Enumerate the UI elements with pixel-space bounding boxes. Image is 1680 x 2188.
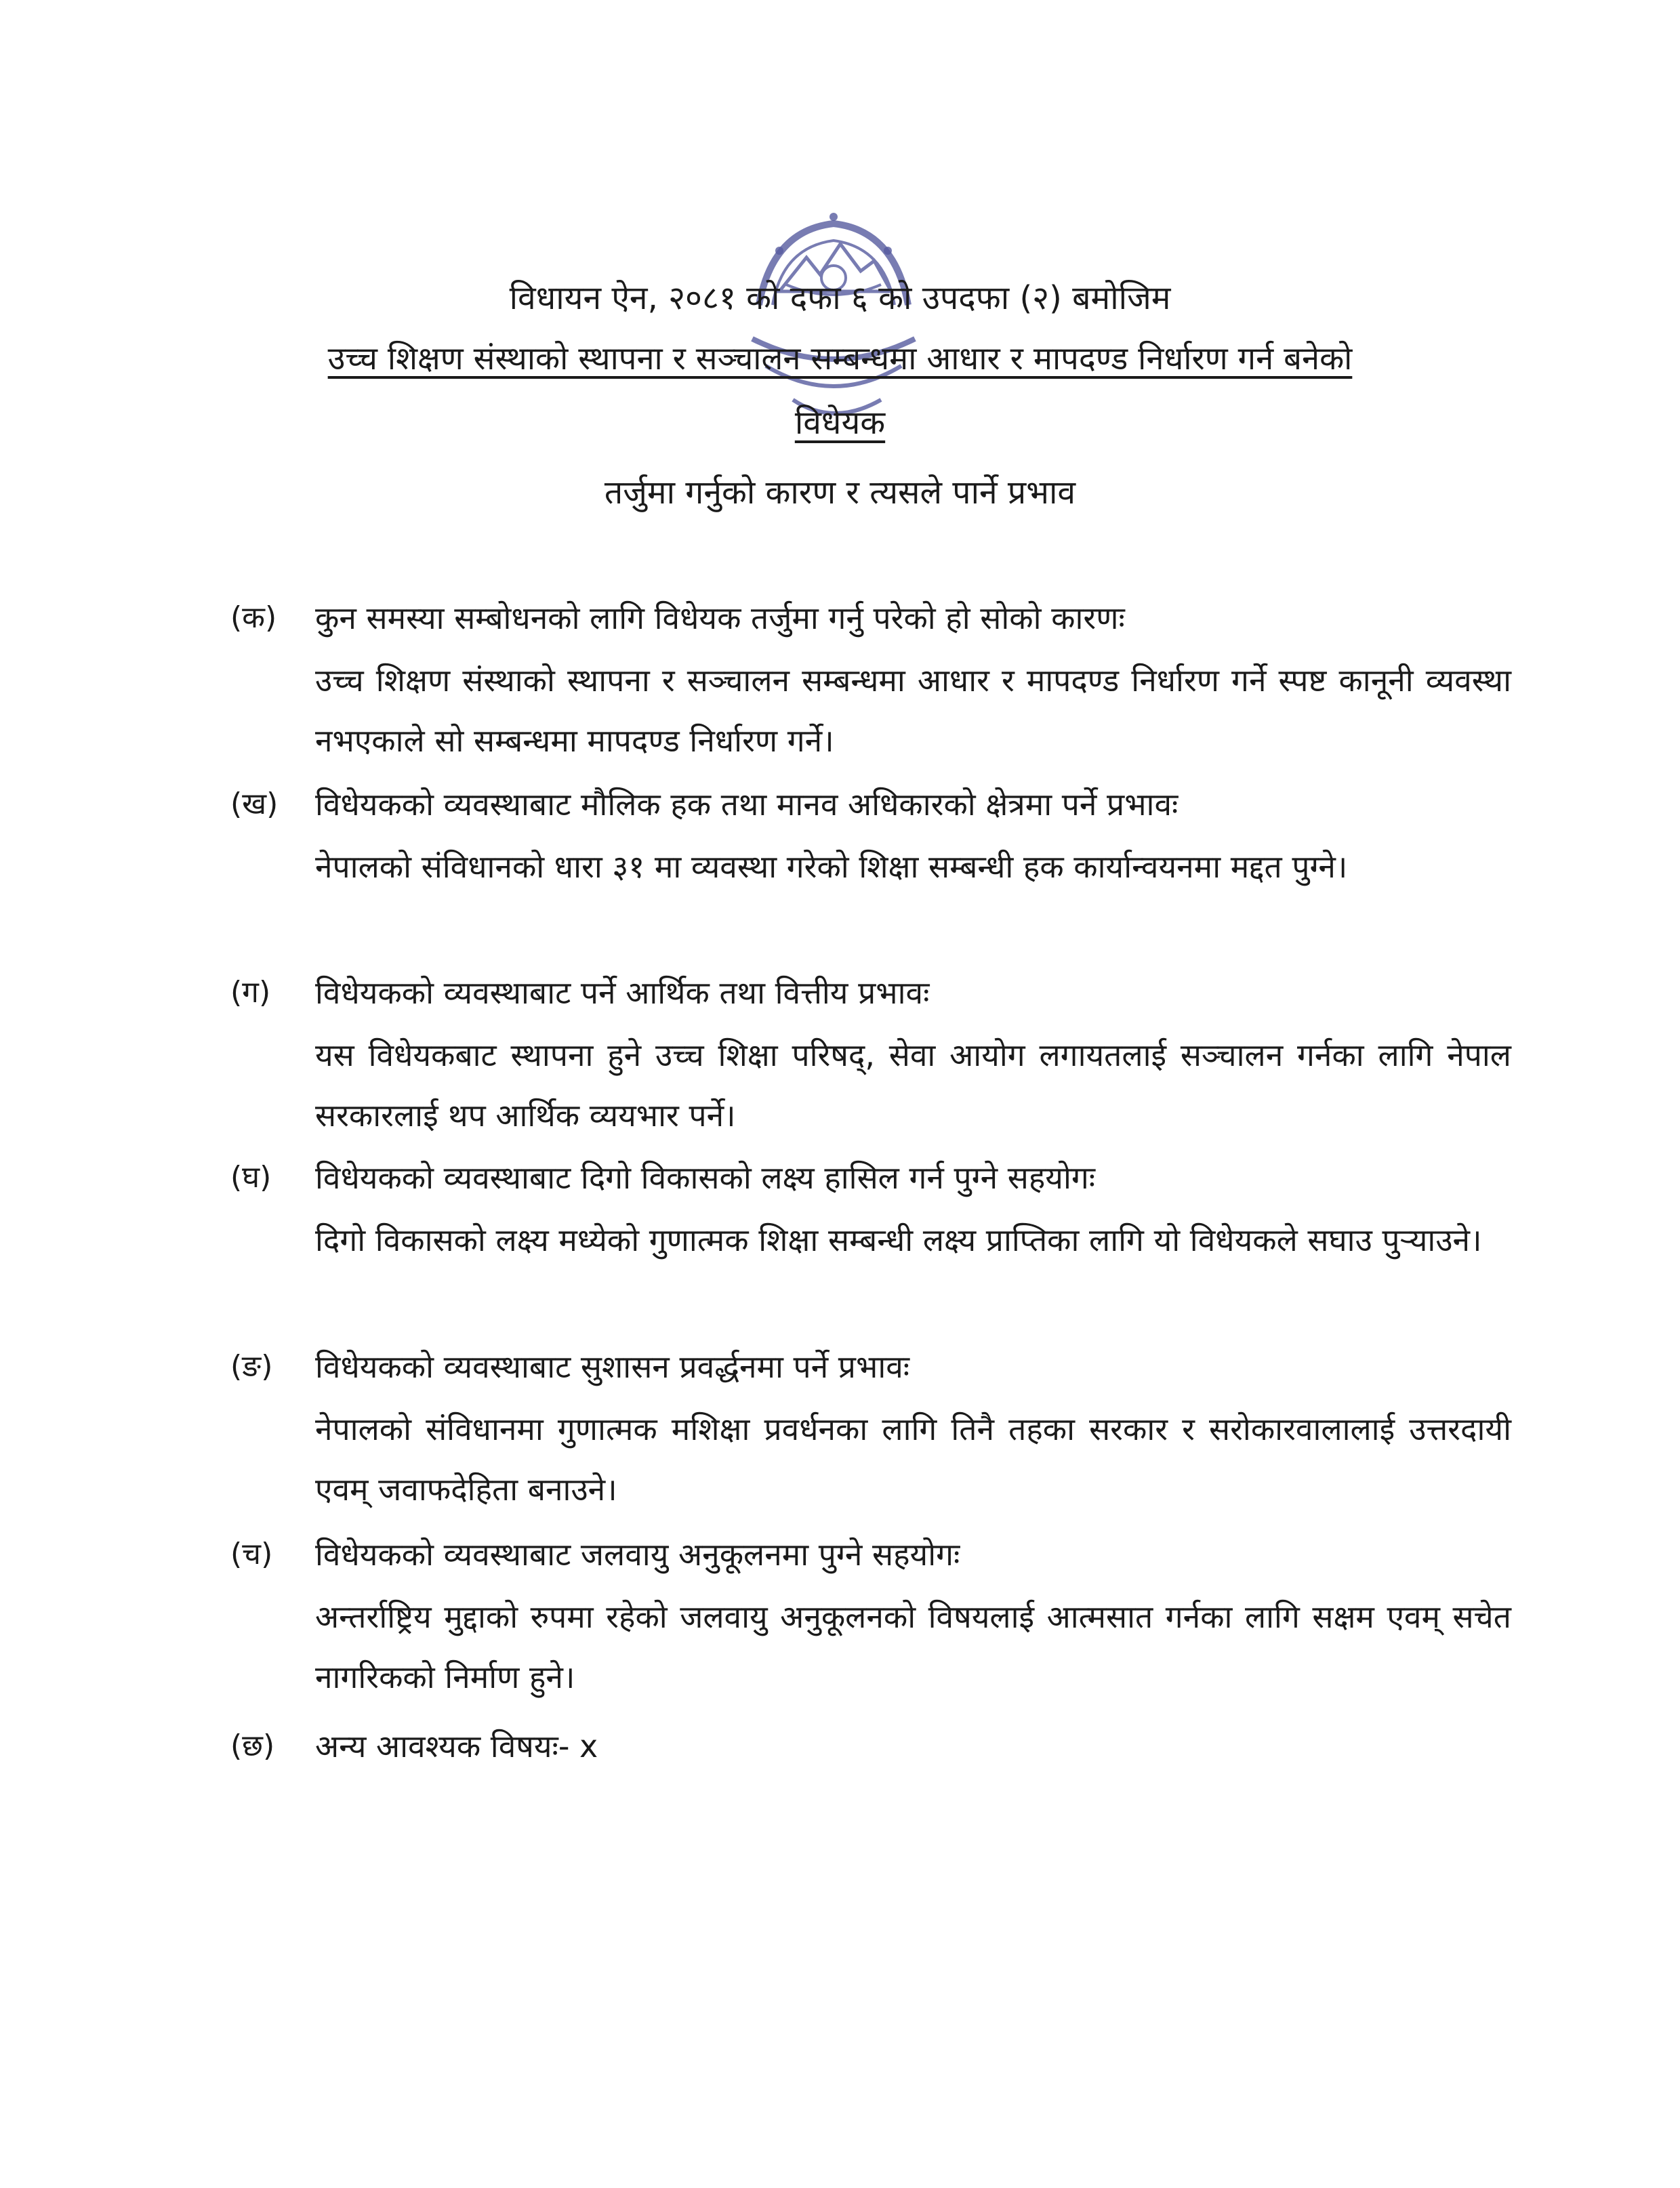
item-body: दिगो विकासको लक्ष्य मध्येको गुणात्मक शिक्षा सम्बन्धी लक्ष्य प्राप्तिका लागि यो विधेयकले सघाउ पुऱ्याउने। <box>315 1222 1482 1258</box>
item-heading: विधेयकको व्यवस्थाबाट जलवायु अनुकूलनमा पुग्ने सहयोगः <box>315 1536 960 1573</box>
item-marker: (ङ) <box>230 1349 273 1384</box>
item-marker: (छ) <box>230 1729 275 1763</box>
item-marker: (ख) <box>230 787 279 821</box>
item-heading: अन्य आवश्यक विषयः- x <box>315 1728 598 1764</box>
item-marker: (घ) <box>230 1160 272 1195</box>
item-body: नेपालको संविधानको धारा ३१ मा व्यवस्था गरेको शिक्षा सम्बन्धी हक कार्यान्वयनमा मद्दत पुग्ने। <box>315 848 1348 885</box>
item-body: अन्तर्राष्ट्रिय मुद्दाको रुपमा रहेको जलवायु अनुकूलनको विषयलाई आत्मसात गर्नका लागि सक्षम एवम् सचेत नागरिकको निर्माण हुने। <box>315 1598 1511 1695</box>
header-subtitle: तर्जुमा गर्नुको कारण र त्यसले पार्ने प्रभाव <box>604 474 1076 512</box>
item-heading: विधेयकको व्यवस्थाबाट दिगो विकासको लक्ष्य हासिल गर्न पुग्ने सहयोगः <box>315 1159 1096 1196</box>
item-heading: कुन समस्या सम्बोधनको लागि विधेयक तर्जुमा गर्नु परेको हो सोको कारणः <box>315 600 1125 636</box>
item-heading: विधेयकको व्यवस्थाबाट मौलिक हक तथा मानव अधिकारको क्षेत्रमा पर्ने प्रभावः <box>315 786 1179 823</box>
header-bill-word: विधेयक <box>794 404 886 442</box>
item-heading: विधेयकको व्यवस्थाबाट पर्ने आर्थिक तथा वित्तीय प्रभावः <box>315 974 930 1011</box>
item-body: यस विधेयकबाट स्थापना हुने उच्च शिक्षा परिषद्, सेवा आयोग लगायतलाई सञ्चालन गर्नका लागि नेपाल सरकारलाई थप आर्थिक व्ययभार पर्ने। <box>315 1037 1511 1134</box>
item-heading: विधेयकको व्यवस्थाबाट सुशासन प्रवर्द्धनमा पर्ने प्रभावः <box>315 1348 910 1385</box>
header-line-1: विधायन ऐन, २०८१ को दफा ६ को उपदफा (२) बमोजिम <box>509 279 1171 317</box>
item-body: उच्च शिक्षण संस्थाको स्थापना र सञ्चालन सम्बन्धमा आधार र मापदण्ड निर्धारण गर्ने स्पष्ट कानूनी व्यवस्था नभएकाले सो सम्बन्धमा मापदण्ड निर्धारण गर्ने। <box>315 662 1511 759</box>
item-marker: (च) <box>230 1537 273 1571</box>
item-body: नेपालको संविधानमा गुणात्मक मशिक्षा प्रवर्धनका लागि तिनै तहका सरकार र सरोकारवालालाई उत्तरदायी एवम् जवाफदेहिता बनाउने। <box>315 1411 1511 1508</box>
item-marker: (ग) <box>230 975 271 1010</box>
header-bill-title: उच्च शिक्षण संस्थाको स्थापना र सञ्चालन सम्बन्धमा आधार र मापदण्ड निर्धारण गर्न बनेको <box>327 340 1353 377</box>
item-marker: (क) <box>230 600 277 635</box>
